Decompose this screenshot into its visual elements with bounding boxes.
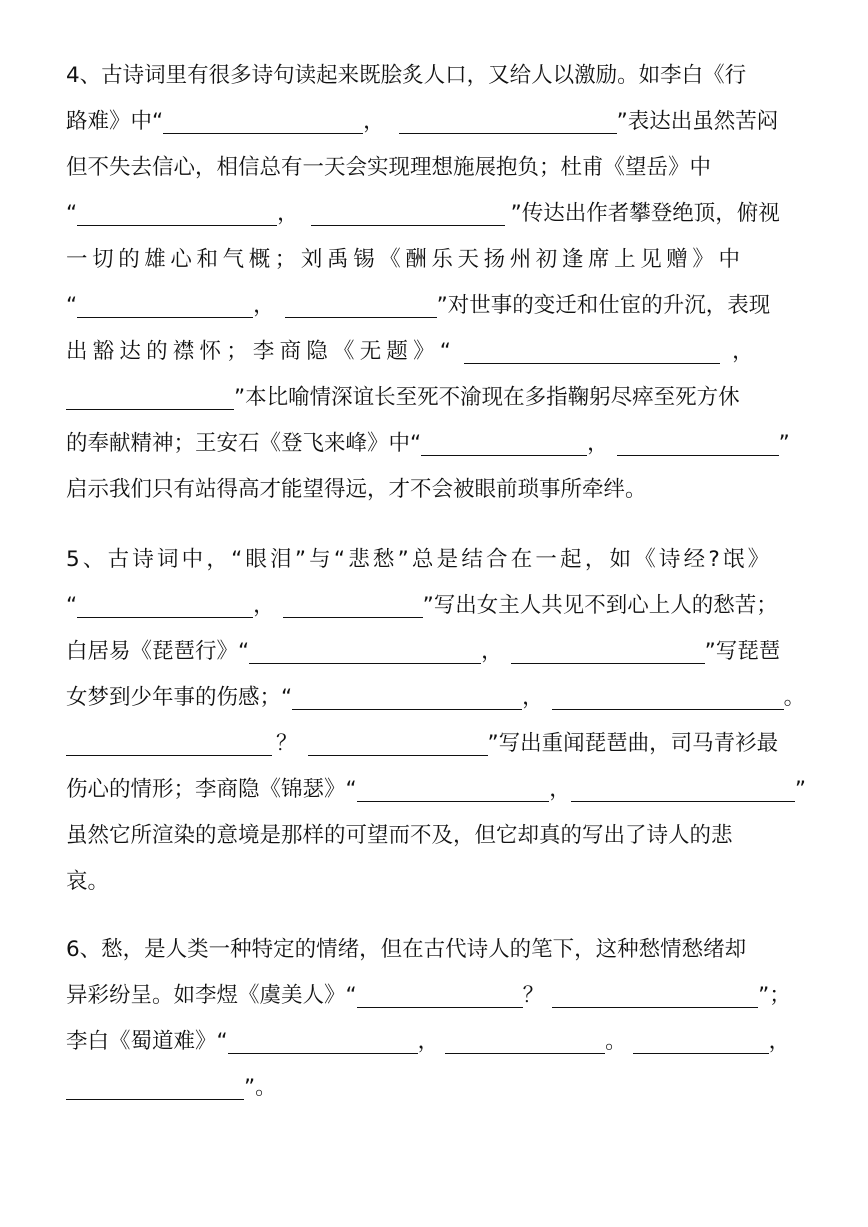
answer-blank[interactable]	[77, 595, 253, 618]
answer-blank[interactable]	[617, 433, 779, 456]
q5-line-2	[66, 590, 806, 622]
q4-line-5	[66, 244, 806, 276]
q4-text: 一切的雄心和气概；刘禹锡《酬乐天扬州初逢席上见赠》中	[66, 247, 745, 272]
q5-line-7	[66, 820, 806, 852]
q4-line-6	[66, 290, 806, 322]
answer-blank[interactable]	[633, 1031, 769, 1054]
answer-blank[interactable]	[445, 1031, 605, 1054]
q4-text: ”本比喻情深谊长至死不渝现在多指鞠躬尽瘁至死方休	[234, 385, 740, 410]
answer-blank[interactable]	[571, 779, 795, 802]
q4-text: ”表达出虽然苦闷	[616, 109, 779, 134]
answer-blank[interactable]	[421, 433, 587, 456]
q6-line-3	[66, 1026, 806, 1058]
q6-text: ，	[768, 1029, 791, 1054]
q4-text: ，	[277, 201, 299, 226]
answer-blank[interactable]	[249, 641, 481, 664]
q5-line-4	[66, 682, 806, 714]
answer-blank[interactable]	[357, 779, 550, 802]
q4-text: “	[66, 293, 78, 318]
q5-line-6	[66, 774, 806, 806]
q4-line-10	[66, 474, 806, 506]
answer-blank[interactable]	[66, 387, 234, 410]
answer-blank[interactable]	[66, 1077, 244, 1100]
q5-line-3	[66, 636, 806, 668]
q5-text: ”写出重闻琵琶曲，司马青衫最	[487, 731, 779, 756]
q6-line-1	[66, 934, 806, 966]
q4-line-4	[66, 198, 806, 230]
q5-text: ”写琵琶	[704, 639, 781, 664]
q4-text: 但不失去信心，相信总有一天会实现理想施展抱负；杜甫《望岳》中	[66, 155, 712, 180]
q6-line-4	[66, 1072, 806, 1104]
q6-text: ”；	[758, 983, 791, 1008]
q6-text: ，	[417, 1029, 440, 1054]
q6-text: 异彩纷呈。如李煜《虞美人》“	[66, 983, 357, 1008]
q5-text: 虽然它所渲染的意境是那样的可望而不及，但它却真的写出了诗人的悲	[66, 823, 733, 848]
q4-text: ，	[363, 109, 385, 134]
answer-blank[interactable]	[77, 295, 253, 318]
q4-text: ，	[587, 431, 609, 456]
q4-text: ”对世事的变迁和仕宦的升沉，表现	[436, 293, 771, 318]
q5-text: ，	[253, 593, 275, 618]
answer-blank[interactable]	[228, 1031, 418, 1054]
answer-blank[interactable]	[66, 733, 272, 756]
q5-line-1	[66, 544, 806, 576]
answer-blank[interactable]	[399, 111, 617, 134]
q5-text: 白居易《琵琶行》“	[66, 639, 250, 664]
q6-line-2	[66, 980, 806, 1012]
q6-text: 6、愁，是人类一种特定的情绪，但在古代诗人的笔下，这种愁情愁绪却	[66, 937, 747, 962]
q4-text: 的奉献精神；王安石《登飞来峰》中“	[66, 431, 422, 456]
q5-text: ，	[549, 777, 571, 802]
q4-text: 路难》中“	[66, 109, 164, 134]
q5-text: 哀。	[66, 869, 110, 894]
q6-text: ”。	[244, 1075, 277, 1100]
answer-blank[interactable]	[357, 985, 523, 1008]
q4-text: 4、古诗词里有很多诗句读起来既脍炙人口，又给人以激励。如李白《行	[66, 63, 747, 88]
answer-blank[interactable]	[285, 295, 437, 318]
q4-text: ”	[778, 431, 790, 456]
answer-blank[interactable]	[308, 733, 488, 756]
answer-blank[interactable]	[292, 687, 522, 710]
q5-text: ，	[522, 685, 544, 710]
answer-blank[interactable]	[552, 985, 758, 1008]
answer-blank[interactable]	[511, 641, 705, 664]
q4-text: ，	[253, 293, 275, 318]
q4-line-9	[66, 428, 806, 460]
q5-text: ”	[794, 777, 806, 802]
answer-blank[interactable]	[77, 203, 277, 226]
q4-line-8	[66, 382, 806, 414]
q5-text: 。	[783, 685, 806, 710]
q6-text: ？	[522, 983, 545, 1008]
q5-text: “	[66, 593, 78, 618]
q4-line-7	[66, 336, 806, 368]
q4-line-3	[66, 152, 806, 184]
q5-text: 伤心的情形；李商隐《锦瑟》“	[66, 777, 357, 802]
q4-text: 启示我们只有站得高才能望得远，才不会被眼前琐事所牵绊。	[66, 477, 647, 502]
q4-text: “	[66, 201, 78, 226]
answer-blank[interactable]	[163, 111, 363, 134]
q4-line-2	[66, 106, 806, 138]
q4-text: ”传达出作者攀登绝顶，俯视	[510, 201, 780, 226]
q5-text: ？	[276, 731, 298, 756]
q5-text: 5、古诗词中，“眼泪”与“悲愁”总是结合在一起，如《诗经?氓》	[66, 547, 773, 572]
answer-blank[interactable]	[552, 687, 784, 710]
q4-text: ，	[732, 339, 754, 364]
answer-blank[interactable]	[283, 595, 423, 618]
q4-text: 出豁达的襟怀；李商隐《无题》“	[66, 339, 457, 364]
q4-line-1	[66, 60, 806, 92]
q5-text: ，	[481, 639, 503, 664]
q5-line-5	[66, 728, 806, 760]
answer-blank[interactable]	[311, 203, 505, 226]
q6-text: 李白《蜀道难》“	[66, 1029, 228, 1054]
q5-line-8	[66, 866, 806, 898]
answer-blank[interactable]	[464, 341, 720, 364]
q5-text: ”写出女主人共见不到心上人的愁苦；	[422, 593, 778, 618]
q5-text: 女梦到少年事的伤感；“	[66, 685, 293, 710]
q6-text: 。	[605, 1029, 627, 1054]
